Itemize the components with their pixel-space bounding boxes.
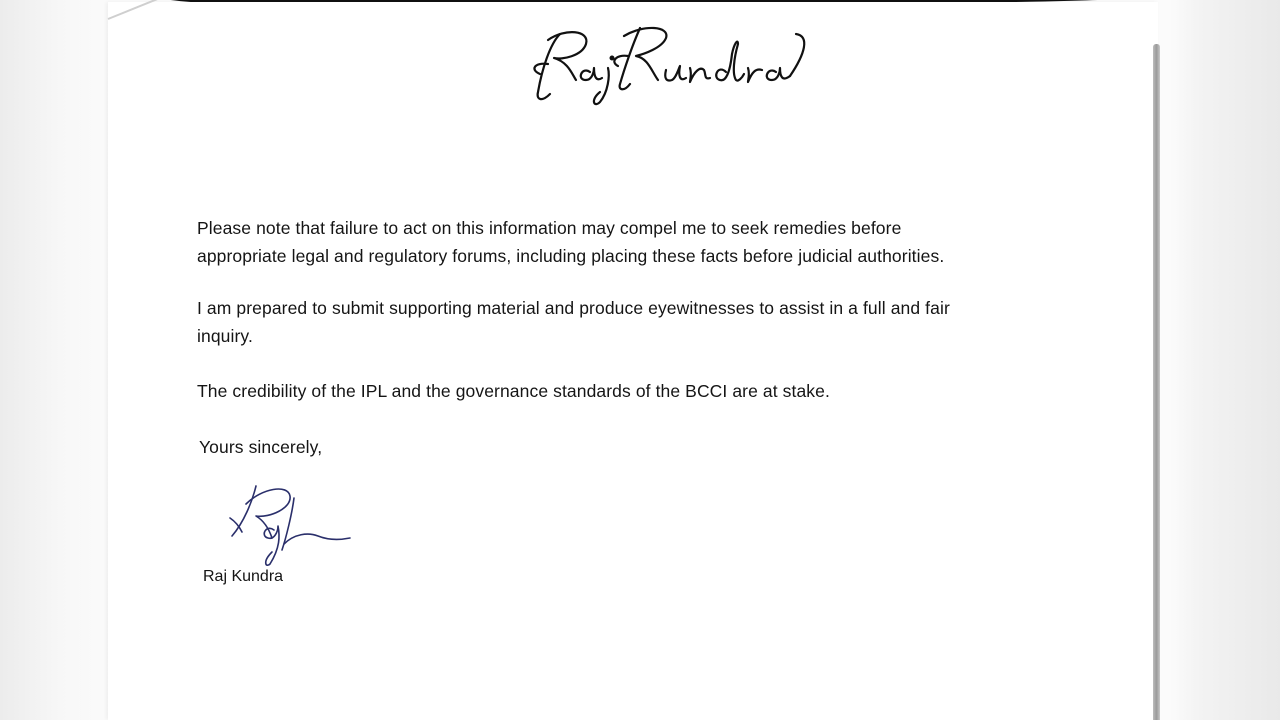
- paragraph-line: inquiry.: [197, 326, 253, 346]
- letterhead-logo: [520, 14, 820, 106]
- paragraph-line: The credibility of the IPL and the governance standards of the BCCI are at stake.: [197, 381, 830, 401]
- paragraph-line: Please note that failure to act on this information may compel me to seek remedies before: [197, 218, 902, 238]
- paragraph-1: [197, 214, 1037, 270]
- signatory-name: Raj Kundra: [203, 568, 284, 585]
- letter-page: [108, 2, 1158, 720]
- closing-salutation: Yours sincerely,: [199, 437, 323, 457]
- paragraph-line: appropriate legal and regulatory forums, including placing these facts before judicial authorities.: [197, 246, 945, 266]
- page-edge-scrollbar: [1153, 44, 1160, 720]
- paragraph-3: [197, 377, 1037, 405]
- handwritten-signature: [222, 478, 362, 568]
- paragraph-line: I am prepared to submit supporting material and produce eyewitnesses to assist in a full and fair: [197, 298, 950, 318]
- paragraph-2: [197, 294, 1037, 350]
